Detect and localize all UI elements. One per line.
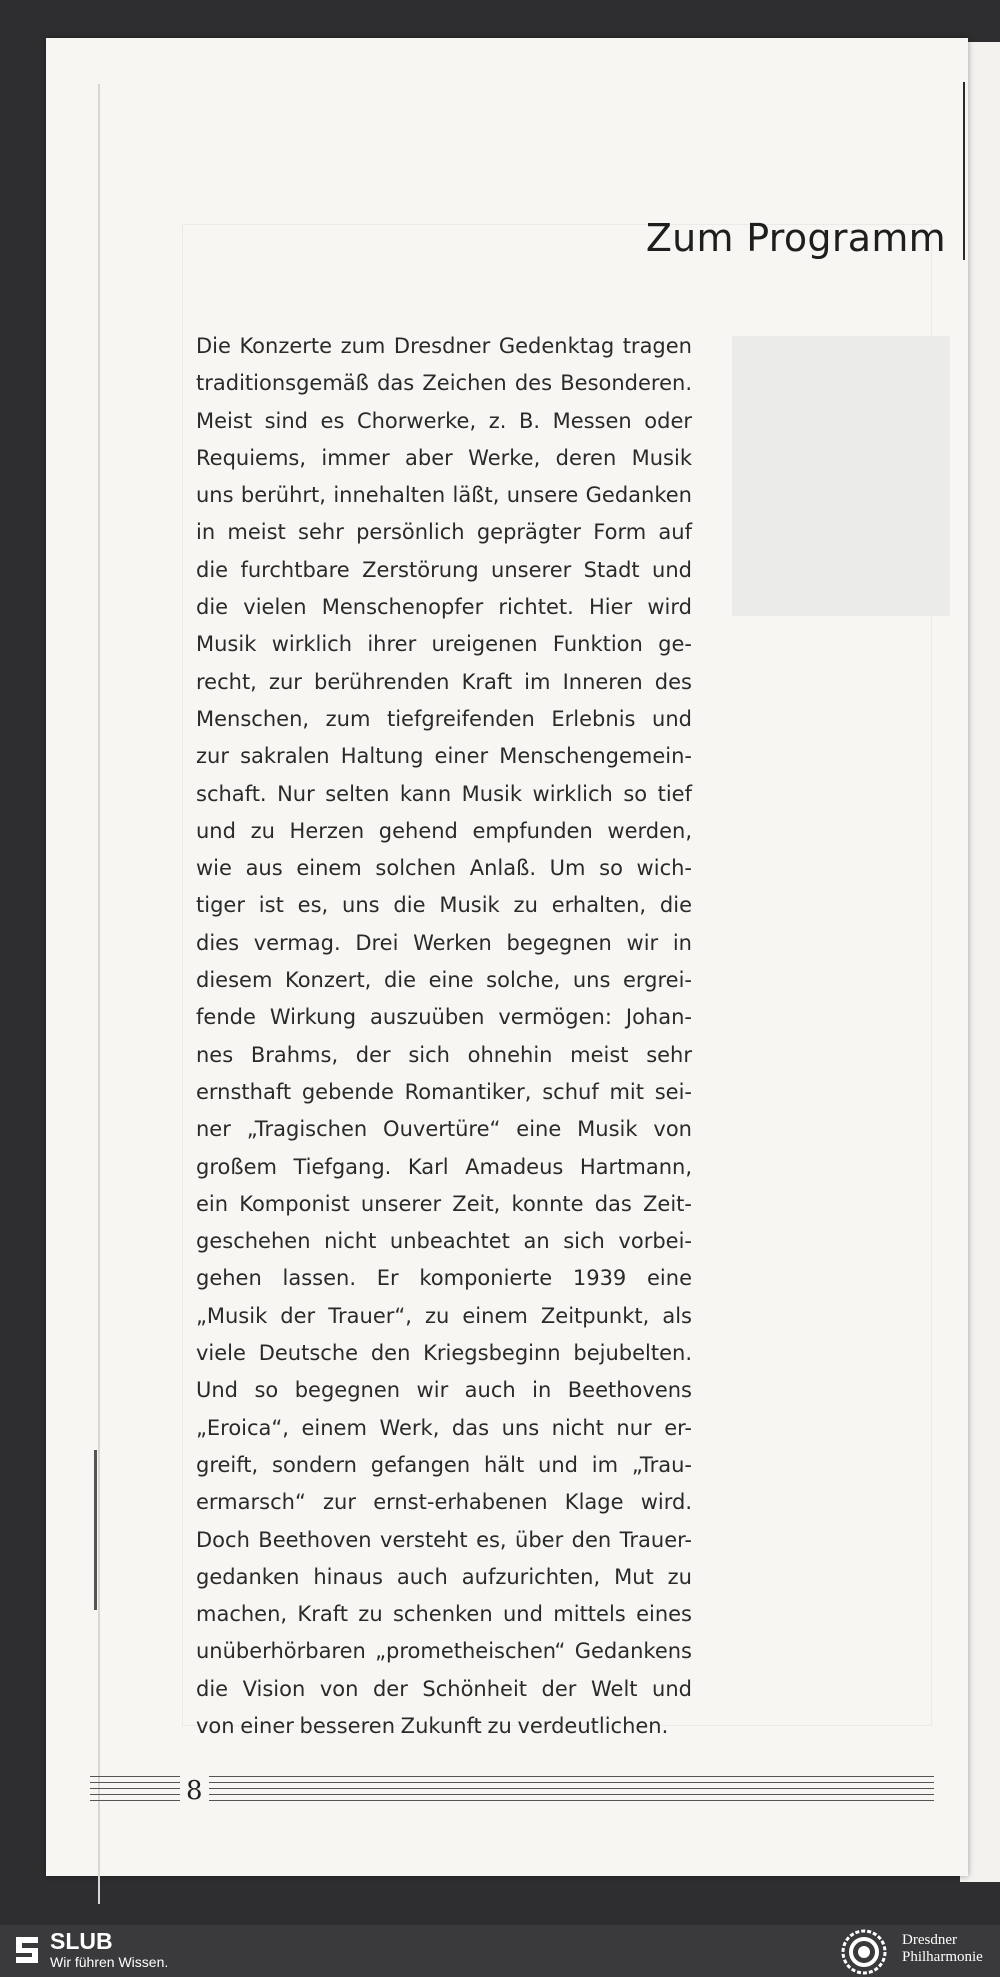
body-line: ner „Tragischen Ouvertüre“ eine Musik von [196,1117,692,1142]
body-line: Und so begegnen wir auch in Beethovens [196,1378,692,1403]
page-fold-shadow [98,84,100,1904]
body-line: schaft. Nur selten kann Musik wirklich so tief [196,781,692,806]
partner-name-line2: Philharmonie [902,1949,983,1965]
page-heading: Zum Programm [645,216,946,260]
body-line: Menschen, zum tiefgreifenden Erlebnis und [196,706,692,731]
body-line: „Eroica“, einem Werk, das uns nicht nur er- [196,1415,692,1440]
margin-rule-left [94,1450,97,1610]
body-line: unüberhörbaren „prometheischen“ Gedankens [196,1639,692,1664]
body-line: nes Brahms, der sich ohnehin meist sehr [196,1042,692,1067]
body-line: ermarsch“ zur ernst-erhabenen Klage wird. [196,1490,692,1515]
body-text [196,328,692,1745]
library-tagline: Wir führen Wissen. [50,1954,169,1970]
body-line: machen, Kraft zu schenken und mittels eines [196,1602,692,1627]
body-line: dies vermag. Drei Werken begegnen wir in [196,930,692,955]
body-line: Die Konzerte zum Dresdner Gedenktag tragen [196,334,692,358]
body-line: traditionsgemäß das Zeichen des Besonderen. [196,371,692,396]
body-line: in meist sehr persönlich geprägter Form auf [196,520,692,545]
body-line: und zu Herzen gehend empfunden werden, [196,818,692,843]
body-line: gedanken hinaus auch aufzurichten, Mut zu [196,1564,692,1589]
body-line: greift, sondern gefangen hält und im „Trau- [196,1452,692,1477]
body-line: gehen lassen. Er komponierte 1939 eine [196,1266,692,1291]
body-line: ein Komponist unserer Zeit, konnte das Zeit- [196,1191,692,1216]
body-line: ernsthaft gebende Romantiker, schuf mit sei- [196,1079,692,1104]
body-line: von einer besseren Zukunft zu verdeutlichen. [196,1713,669,1738]
body-line: viele Deutsche den Kriegsbeginn bejubelten. [196,1341,692,1366]
body-line: tiger ist es, uns die Musik zu erhalten, die [196,893,692,918]
body-line: fende Wirkung auszuüben vermögen: Johan- [196,1005,692,1030]
footer-staff-lines [90,1776,934,1806]
body-line: Musik wirklich ihrer ureigenen Funktion ge- [196,632,692,657]
body-line: großem Tiefgang. Karl Amadeus Hartmann, [196,1154,692,1179]
body-line: geschehen nicht unbeachtet an sich vorbei- [196,1229,692,1254]
body-line: „Musik der Trauer“, zu einem Zeitpunkt, als [196,1303,692,1328]
body-line: wie aus einem solchen Anlaß. Um so wich- [196,856,692,881]
body-line: uns berührt, innehalten läßt, unsere Gedanken [196,483,692,508]
body-line: zur sakralen Haltung einer Menschengemein- [196,744,692,769]
body-line: Requiems, immer aber Werke, deren Musik [196,445,692,470]
show-through-image [732,336,950,616]
body-line: die Vision von der Schönheit der Welt und [196,1676,692,1701]
body-line: Doch Beethoven versteht es, über den Trauer- [196,1527,692,1552]
document-page [46,38,968,1876]
slub-logo-icon [14,1935,40,1965]
body-line: die furchtbare Zerstörung unserer Stadt und [196,557,692,582]
page-number: 8 [180,1776,209,1806]
body-line: Meist sind es Chorwerke, z. B. Messen oder [196,408,692,433]
body-line: die vielen Menschenopfer richtet. Hier wird [196,595,692,620]
philharmonie-logo-icon [841,1929,887,1975]
partner-name [902,1932,983,1966]
partner-name-line1: Dresdner [902,1932,957,1948]
body-line: diesem Konzert, die eine solche, uns ergrei- [196,968,692,993]
margin-rule-right [963,82,965,260]
body-line: recht, zur berührenden Kraft im Inneren des [196,669,692,694]
library-name: SLUB [50,1928,113,1954]
